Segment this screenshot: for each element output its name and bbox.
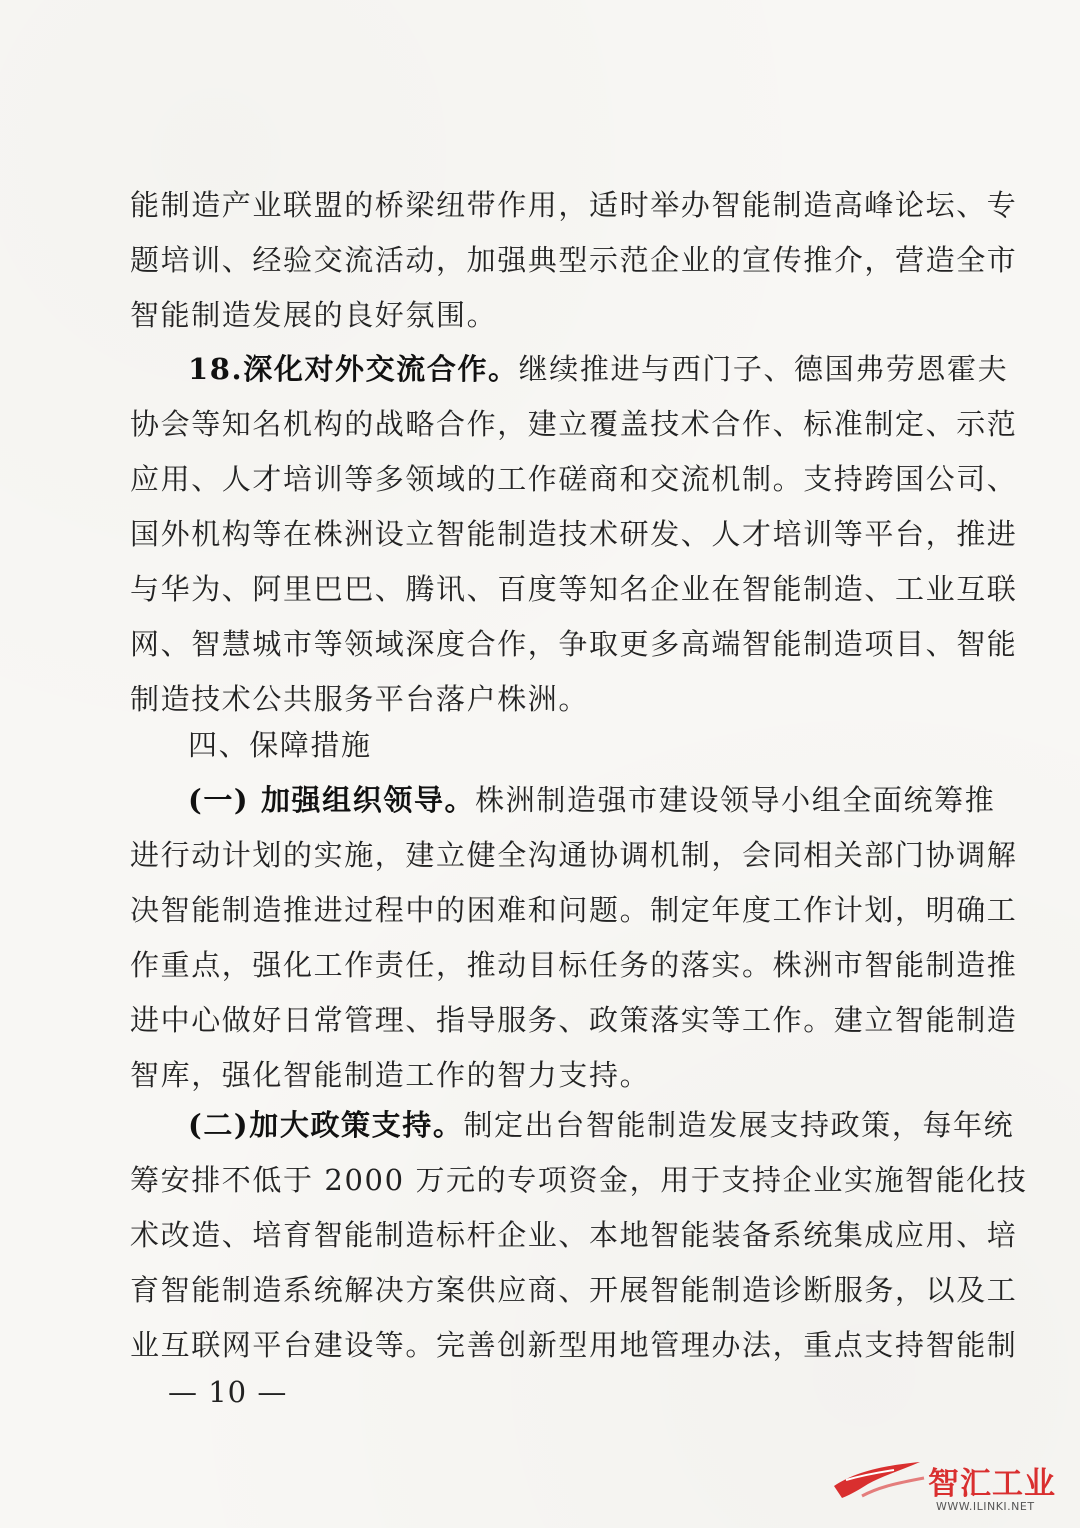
paragraph-4-line: 筹安排不低于 2000 万元的专项资金，用于支持企业实施智能化技 [130,1163,1028,1197]
paragraph-2-line: 制造技术公共服务平台落户株洲。 [130,682,590,716]
watermark-brand: 智汇工业 [928,1466,1056,1502]
paragraph-4-line: 育智能制造系统解决方案供应商、开展智能制造诊断服务，以及工 [130,1273,1018,1307]
paragraph-4-first-rest: 制定出台智能制造发展支持政策，每年统 [463,1108,1015,1142]
paragraph-3-line: 进行动计划的实施，建立健全沟通协调机制，会同相关部门协调解 [130,838,1018,872]
paragraph-4 [130,1098,1028,1373]
paragraph-3-line: 作重点，强化工作责任，推动目标任务的落实。株洲市智能制造推 [130,948,1018,982]
paragraph-3-line: 决智能制造推进过程中的困难和问题。制定年度工作计划，明确工 [130,893,1018,927]
paragraph-2-line: 国外机构等在株洲设立智能制造技术研发、人才培训等平台，推进 [130,517,1018,551]
paragraph-2 [130,342,1018,727]
watermark [832,1450,1056,1520]
paragraph-3-first-rest: 株洲制造强市建设领导小组全面统筹推 [475,783,996,817]
paragraph-2-line: 与华为、阿里巴巴、腾讯、百度等知名企业在智能制造、工业互联 [130,572,1018,606]
section-heading: 四、保障措施 [188,728,372,762]
paragraph-2-lead: 18.深化对外交流合作。 [188,352,519,386]
paragraph-3-lead: (一) 加强组织领导。 [188,783,476,817]
paragraph-3-first-line [130,773,996,828]
paragraph-2-line: 协会等知名机构的战略合作，建立覆盖技术合作、标准制定、示范 [130,407,1018,441]
paragraph-2-first-rest: 继续推进与西门子、德国弗劳恩霍夫 [518,352,1009,386]
paragraph-4-lead: (二)加大政策支持。 [188,1108,464,1142]
paragraph-2-first-line [130,342,1009,397]
paragraph-2-line: 应用、人才培训等多领域的工作磋商和交流机制。支持跨国公司、 [130,462,1018,496]
paragraph-4-first-line [130,1098,1015,1153]
paragraph-1 [130,178,1018,343]
paragraph-1-line: 智能制造发展的良好氛围。 [130,298,498,332]
paragraph-1-line: 题培训、经验交流活动，加强典型示范企业的宣传推介，营造全市 [130,243,1018,277]
watermark-url: WWW.ILINKI.NET [936,1500,1035,1513]
paragraph-3-line: 智库，强化智能制造工作的智力支持。 [130,1058,651,1092]
paragraph-3-line: 进中心做好日常管理、指导服务、政策落实等工作。建立智能制造 [130,1003,1018,1037]
paragraph-4-line: 术改造、培育智能制造标杆企业、本地智能装备系统集成应用、培 [130,1218,1018,1252]
page-number: — 10 — [168,1375,288,1409]
watermark-logo-icon [832,1456,927,1500]
paragraph-4-line: 业互联网平台建设等。完善创新型用地管理办法，重点支持智能制 [130,1328,1018,1362]
paragraph-2-line: 网、智慧城市等领域深度合作，争取更多高端智能制造项目、智能 [130,627,1018,661]
paragraph-1-line: 能制造产业联盟的桥梁纽带作用，适时举办智能制造高峰论坛、专 [130,188,1018,222]
paragraph-3 [130,773,1018,1103]
